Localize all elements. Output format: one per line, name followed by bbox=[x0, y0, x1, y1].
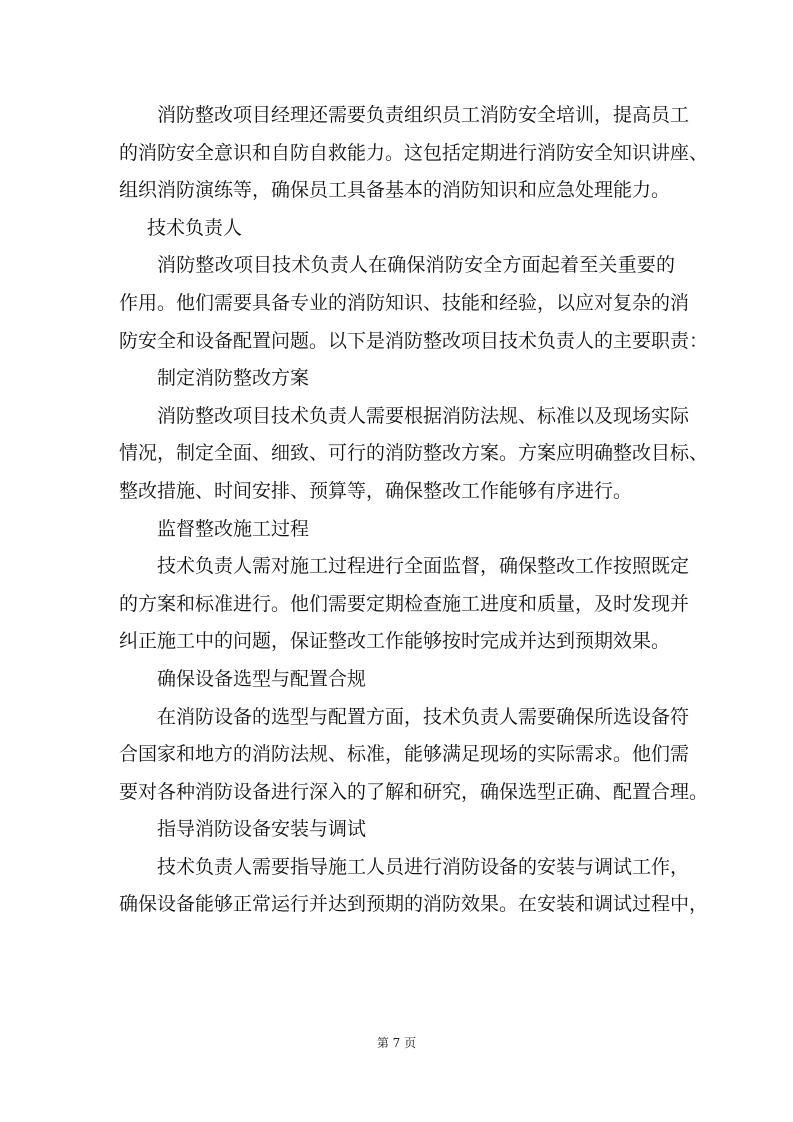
subsection-heading bbox=[119, 811, 675, 849]
paragraph-line: 技术负责人需对施工过程进行全面监督，确保整改工作按照既定 bbox=[157, 555, 690, 578]
page-number: 第 7 页 bbox=[376, 1036, 417, 1050]
paragraph-line: 消防整改项目技术负责人在确保消防安全方面起着至关重要的 bbox=[157, 254, 675, 277]
body-paragraph bbox=[119, 398, 709, 511]
body-paragraph bbox=[119, 247, 709, 360]
body-paragraph bbox=[119, 548, 690, 661]
paragraph-line: 要对各种消防设备进行深入的了解和研究，确保选型正确、配置合理。 bbox=[119, 780, 709, 803]
subsection-heading bbox=[119, 511, 675, 549]
paragraph-line: 整改措施、时间安排、预算等，确保整改工作能够有序进行。 bbox=[119, 479, 633, 502]
paragraph-line: 制定消防整改方案 bbox=[157, 367, 310, 390]
subsection-heading bbox=[119, 661, 675, 699]
paragraph-line: 合国家和地方的消防法规、标准，能够满足现场的实际需求。他们需 bbox=[119, 743, 690, 766]
paragraph-line: 监督整改施工过程 bbox=[157, 517, 310, 540]
paragraph-line: 情况，制定全面、细致、可行的消防整改方案。方案应明确整改目标、 bbox=[119, 442, 709, 465]
paragraph-line: 技术负责人 bbox=[147, 216, 243, 239]
paragraph-line: 的方案和标准进行。他们需要定期检查施工进度和质量，及时发现并 bbox=[119, 592, 690, 615]
body-paragraph bbox=[119, 849, 709, 924]
paragraph-line: 消防整改项目经理还需要负责组织员工消防安全培训，提高员工 bbox=[157, 104, 690, 126]
section-heading bbox=[119, 210, 675, 248]
paragraph-line: 指导消防设备安装与调试 bbox=[157, 818, 367, 841]
paragraph-line: 作用。他们需要具备专业的消防知识、技能和经验，以应对复杂的消 bbox=[119, 291, 690, 314]
paragraph-line: 确保设备选型与配置合规 bbox=[157, 667, 367, 690]
paragraph-line: 消防整改项目技术负责人需要根据消防法规、标准以及现场实际 bbox=[157, 404, 690, 427]
paragraph-line: 确保设备能够正常运行并达到预期的消防效果。在安装和调试过程中， bbox=[119, 893, 709, 916]
paragraph-line: 技术负责人需要指导施工人员进行消防设备的安装与调试工作， bbox=[157, 855, 690, 878]
document-body bbox=[119, 97, 709, 924]
paragraph-line: 防安全和设备配置问题。以下是消防整改项目技术负责人的主要职责： bbox=[119, 329, 709, 352]
paragraph-line: 在消防设备的选型与配置方面，技术负责人需要确保所选设备符 bbox=[157, 705, 690, 728]
paragraph-line: 组织消防演练等，确保员工具备基本的消防知识和应急处理能力。 bbox=[119, 179, 671, 202]
paragraph-line: 纠正施工中的问题，保证整改工作能够按时完成并达到预期效果。 bbox=[119, 630, 671, 653]
paragraph-line: 的消防安全意识和自防自救能力。这包括定期进行消防安全知识讲座、 bbox=[119, 141, 709, 164]
subsection-heading bbox=[119, 360, 675, 398]
body-paragraph bbox=[119, 699, 709, 812]
body-paragraph bbox=[119, 97, 709, 210]
